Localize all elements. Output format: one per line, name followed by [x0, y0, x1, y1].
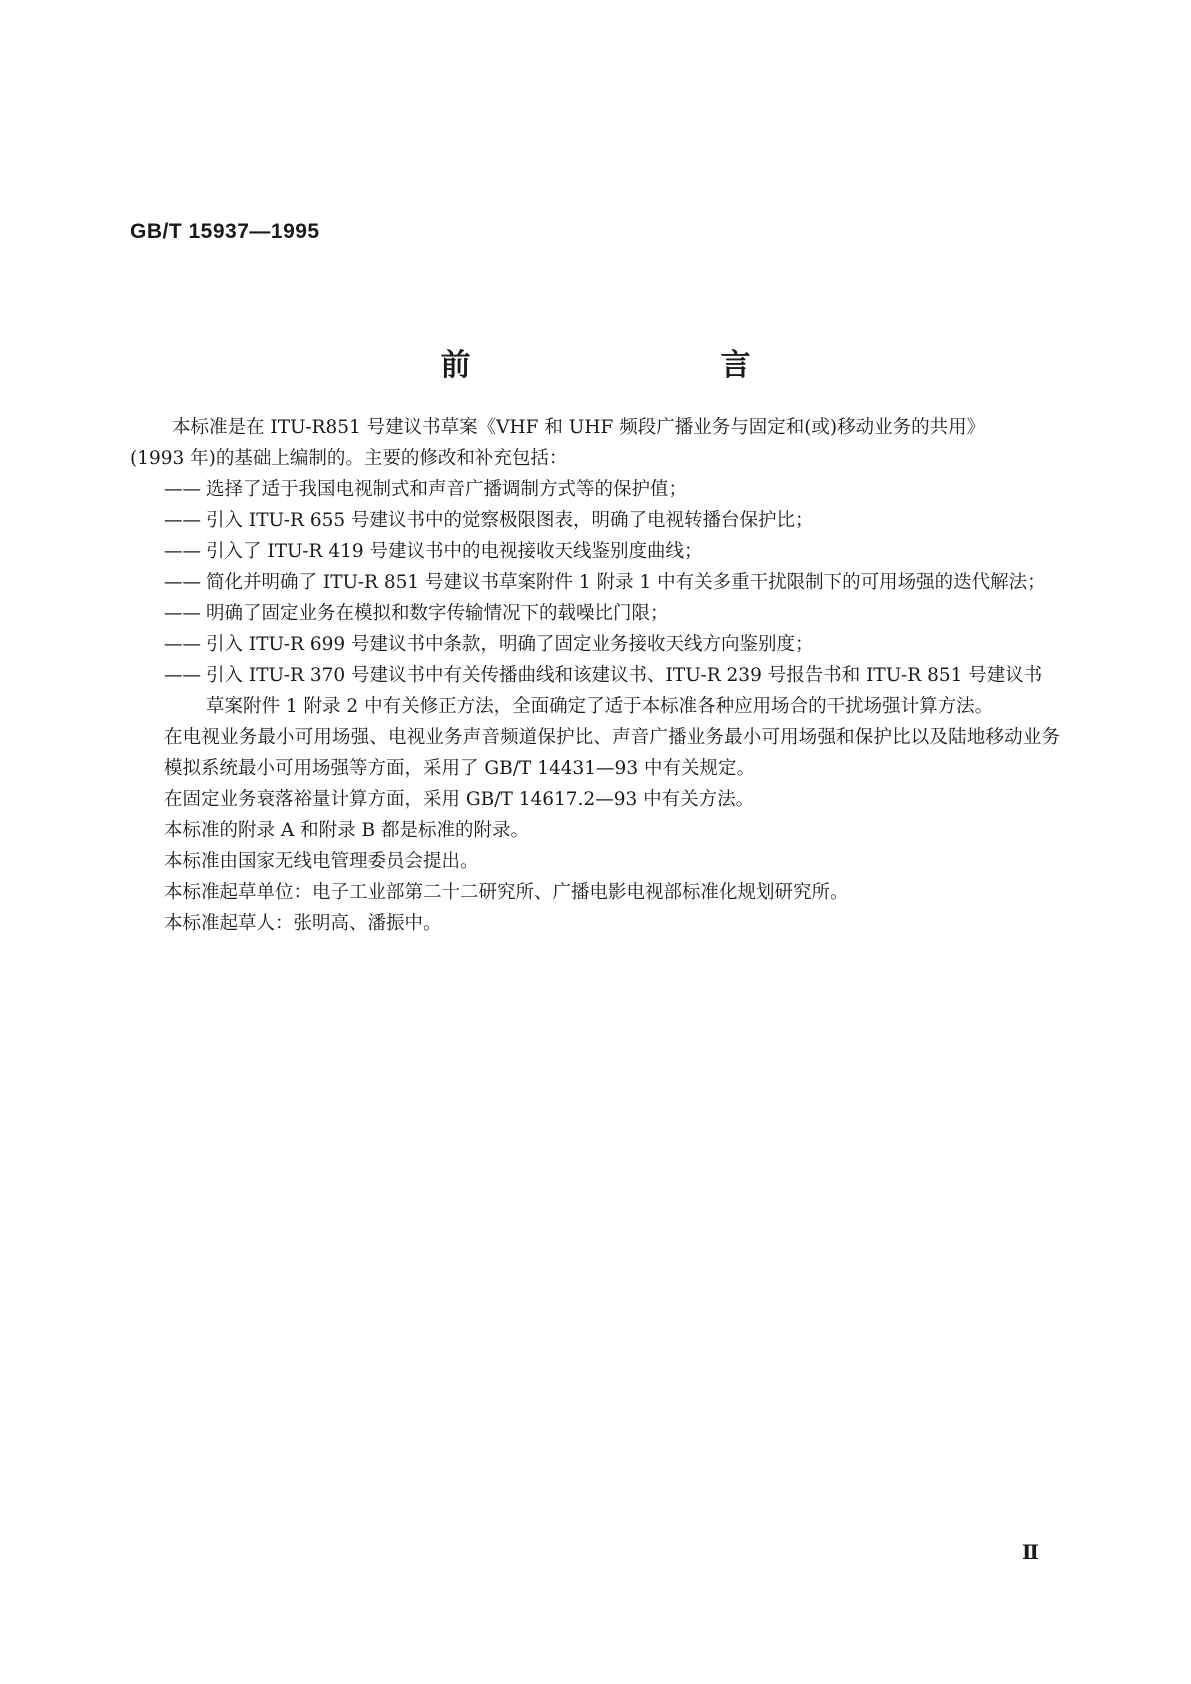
- intro-line-1: 本标准是在 ITU-R851 号建议书草案《VHF 和 UHF 频段广播业务与固定和(或)移动业务的共用》: [172, 417, 986, 438]
- list-item: —— 引入了 ITU-R 419 号建议书中的电视接收天线鉴别度曲线；: [164, 536, 1060, 567]
- title-char-1: 前: [440, 348, 471, 383]
- title-char-2: 言: [720, 348, 751, 383]
- paragraph-appendix: 本标准的附录 A 和附录 B 都是标准的附录。: [164, 820, 529, 841]
- change-list: [164, 474, 1060, 722]
- intro-line-2: (1993 年)的基础上编制的。主要的修改和补充包括：: [130, 448, 568, 469]
- paragraph-field-strength: 在电视业务最小可用场强、电视业务声音频道保护比、声音广播业务最小可用场强和保护比以及陆地移动业务模拟系统最小可用场强等方面，采用了 GB/T 14431—93 中有关规定。: [164, 727, 1060, 779]
- paragraph-proposer: 本标准由国家无线电管理委员会提出。: [164, 851, 479, 872]
- dash-mark: ——: [164, 572, 201, 593]
- page-number: Ⅱ: [1022, 1540, 1039, 1564]
- list-item: —— 引入 ITU-R 370 号建议书中有关传播曲线和该建议书、ITU-R 239 号报告书和 ITU-R 851 号建议书草案附件 1 附录 2 中有关修正方法，全面确定了适于本标准各种应用场合的干扰场强计算方法。: [164, 660, 1060, 722]
- dash-mark: ——: [164, 603, 201, 624]
- list-item: —— 选择了适于我国电视制式和声音广播调制方式等的保护值；: [164, 474, 1060, 505]
- dash-mark: ——: [164, 510, 201, 531]
- paragraph-drafting-units: 本标准起草单位：电子工业部第二十二研究所、广播电影电视部标准化规划研究所。: [164, 882, 849, 903]
- paragraph-drafters: 本标准起草人：张明高、潘振中。: [164, 913, 442, 934]
- paragraph-fading-margin: 在固定业务衰落裕量计算方面，采用 GB/T 14617.2—93 中有关方法。: [164, 789, 755, 810]
- page-title: [0, 340, 1191, 384]
- dash-mark: ——: [164, 634, 201, 655]
- dash-mark: ——: [164, 541, 201, 562]
- dash-mark: ——: [164, 665, 201, 686]
- foreword-body: [130, 412, 1060, 939]
- list-item: —— 简化并明确了 ITU-R 851 号建议书草案附件 1 附录 1 中有关多重干扰限制下的可用场强的迭代解法；: [164, 567, 1060, 598]
- dash-mark: ——: [164, 479, 201, 500]
- standard-code: GB/T 15937—1995: [130, 220, 320, 243]
- list-item: —— 引入 ITU-R 699 号建议书中条款，明确了固定业务接收天线方向鉴别度；: [164, 629, 1060, 660]
- list-item: —— 引入 ITU-R 655 号建议书中的觉察极限图表，明确了电视转播台保护比；: [164, 505, 1060, 536]
- list-item: —— 明确了固定业务在模拟和数字传输情况下的载噪比门限；: [164, 598, 1060, 629]
